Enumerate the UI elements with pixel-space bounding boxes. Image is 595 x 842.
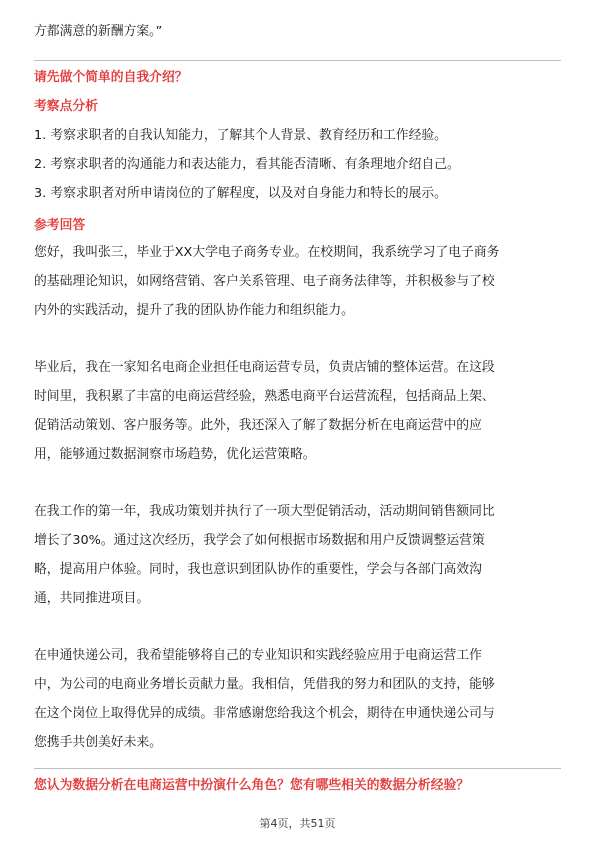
answer-line: 在申通快递公司，我希望能够将自己的专业知识和实践经验应用于电商运营工作 (34, 648, 482, 663)
page-number: 第4页，共51页 (259, 817, 336, 830)
answer-line: 的基础理论知识，如网络营销、客户关系管理、电子商务法律等，并积极参与了校 (34, 274, 495, 289)
analysis-item: 3. 考察求职者对所申请岗位的了解程度，以及对自身能力和特长的展示。 (34, 186, 447, 201)
answer-line: 毕业后，我在一家知名电商企业担任电商运营专员，负责店铺的整体运营。在这段 (34, 360, 495, 375)
answer-line: 增长了30%。通过这次经历，我学会了如何根据市场数据和用户反馈调整运营策 (34, 533, 485, 548)
answer-line: 在我工作的第一年，我成功策划并执行了一项大型促销活动，活动期间销售额同比 (34, 504, 495, 519)
answer-line: 您携手共创美好未来。 (34, 735, 162, 750)
next-question-title: 您认为数据分析在电商运营中扮演什么角色？您有哪些相关的数据分析经验？ (34, 778, 470, 793)
answer-line: 内外的实践活动，提升了我的团队协作能力和组织能力。 (34, 303, 354, 318)
answer-line: 用，能够通过数据洞察市场趋势，优化运营策略。 (34, 447, 316, 462)
answer-line: 促销活动策划、客户服务等。此外，我还深入了解了数据分析在电商运营中的应 (34, 418, 482, 433)
answer-heading: 参考回答 (34, 218, 86, 233)
analysis-heading: 考察点分析 (34, 99, 98, 114)
answer-line: 中，为公司的电商业务增长贡献力量。我相信，凭借我的努力和团队的支持，能够 (34, 677, 495, 692)
analysis-item: 2. 考察求职者的沟通能力和表达能力，看其能否清晰、有条理地介绍自己。 (34, 157, 460, 172)
analysis-item: 1. 考察求职者的自我认知能力，了解其个人背景、教育经历和工作经验。 (34, 128, 447, 143)
answer-line: 时间里，我积累了丰富的电商运营经验，熟悉电商平台运营流程，包括商品上架、 (34, 389, 495, 404)
answer-line: 通，共同推进项目。 (34, 591, 150, 606)
question-title: 请先做个简单的自我介绍？ (34, 70, 188, 85)
answer-line: 略，提高用户体验。同时，我也意识到团队协作的重要性，学会与各部门高效沟 (34, 562, 482, 577)
answer-line: 在这个岗位上取得优异的成绩。非常感谢您给我这个机会，期待在申通快递公司与 (34, 706, 495, 721)
continued-text: 方都满意的新酬方案。” (34, 24, 163, 39)
answer-line: 您好，我叫张三，毕业于XX大学电子商务专业。在校期间，我系统学习了电子商务 (34, 245, 500, 260)
section-divider (34, 60, 561, 61)
section-divider (34, 768, 561, 769)
